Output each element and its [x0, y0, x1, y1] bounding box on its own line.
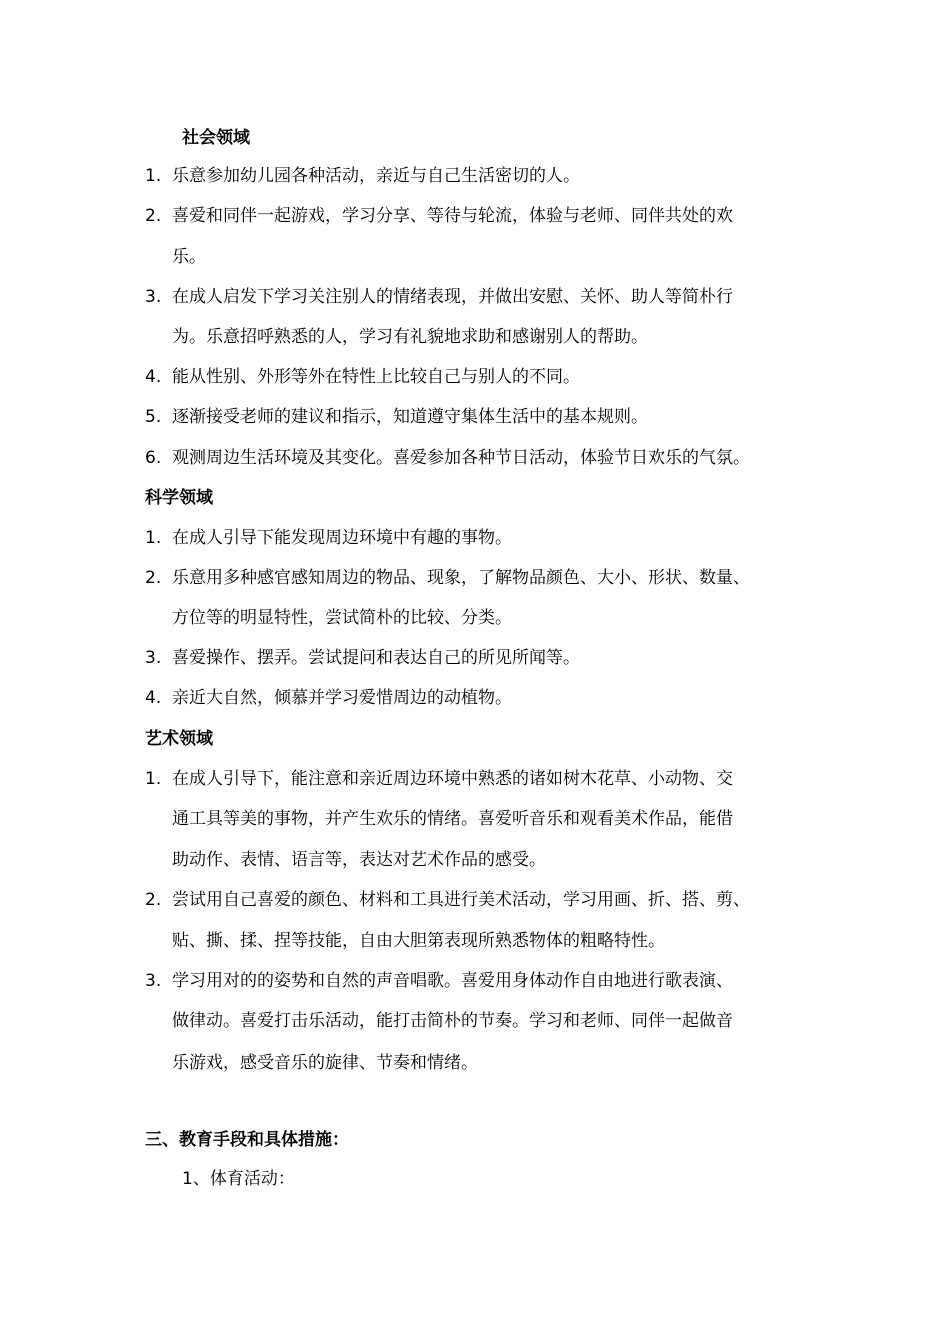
list-text: 喜爱和同伴一起游戏，学习分享、等待与轮流，体验与老师、同伴共处的欢	[172, 206, 733, 226]
list-text: 做律动。喜爱打击乐活动，能打击简朴的节奏。学习和老师、同伴一起做音	[172, 1011, 733, 1031]
list-number: 3.	[145, 971, 162, 991]
list-text: 为。乐意招呼熟悉的人，学习有礼貌地求助和感谢别人的帮助。	[172, 327, 648, 347]
list-text: 能从性别、外形等外在特性上比较自己与别人的不同。	[172, 367, 580, 387]
list-number: 2.	[145, 206, 162, 226]
list-number: 3.	[145, 648, 162, 668]
list-text: 贴、撕、揉、捏等技能，自由大胆第表现所熟悉物体的粗略特性。	[172, 931, 665, 951]
list-text: 助动作、表情、语言等，表达对艺术作品的感受。	[172, 850, 546, 870]
list-text: 亲近大自然，倾慕并学习爱惜周边的动植物。	[172, 688, 512, 708]
list-text: 在成人引导下，能注意和亲近周边环境中熟悉的诸如树木花草、小动物、交	[172, 769, 733, 789]
list-number: 5.	[145, 407, 162, 427]
list-number: 1.	[145, 769, 162, 789]
list-text: 方位等的明显特性，尝试简朴的比较、分类。	[172, 608, 512, 628]
list-number: 2.	[145, 568, 162, 588]
list-text: 通工具等美的事物，并产生欢乐的情绪。喜爱听音乐和观看美术作品，能借	[172, 809, 733, 829]
art-heading: 艺术领域	[145, 729, 213, 749]
list-text: 乐意用多种感官感知周边的物品、现象，了解物品颜色、大小、形状、数量、	[172, 568, 750, 588]
list-text: 逐渐接受老师的建议和指示，知道遵守集体生活中的基本规则。	[172, 407, 648, 427]
list-text: 乐游戏，感受音乐的旋律、节奏和情绪。	[172, 1053, 478, 1073]
science-heading: 科学领域	[145, 488, 213, 508]
section3-subheading: 1、体育活动：	[182, 1169, 295, 1189]
list-number: 1.	[145, 528, 162, 548]
list-number: 2.	[145, 890, 162, 910]
list-number: 1.	[145, 166, 162, 186]
list-text: 在成人引导下能发现周边环境中有趣的事物。	[172, 528, 512, 548]
list-text: 观测周边生活环境及其变化。喜爱参加各种节日活动，体验节日欢乐的气氛。	[172, 448, 750, 468]
list-text: 喜爱操作、摆弄。尝试提问和表达自己的所见所闻等。	[172, 648, 580, 668]
list-number: 4.	[145, 688, 162, 708]
list-text: 学习用对的的姿势和自然的声音唱歌。喜爱用身体动作自由地进行歌表演、	[172, 971, 733, 991]
list-number: 6.	[145, 448, 162, 468]
section3-heading: 三、教育手段和具体措施：	[145, 1130, 349, 1150]
social-heading: 社会领域	[182, 128, 250, 148]
list-number: 3.	[145, 287, 162, 307]
list-text: 乐。	[172, 247, 206, 267]
list-number: 4.	[145, 367, 162, 387]
list-text: 尝试用自己喜爱的颜色、材料和工具进行美术活动，学习用画、折、搭、剪、	[172, 890, 750, 910]
list-text: 在成人启发下学习关注别人的情绪表现，并做出安慰、关怀、助人等简朴行	[172, 287, 733, 307]
list-text: 乐意参加幼儿园各种活动，亲近与自己生活密切的人。	[172, 166, 580, 186]
